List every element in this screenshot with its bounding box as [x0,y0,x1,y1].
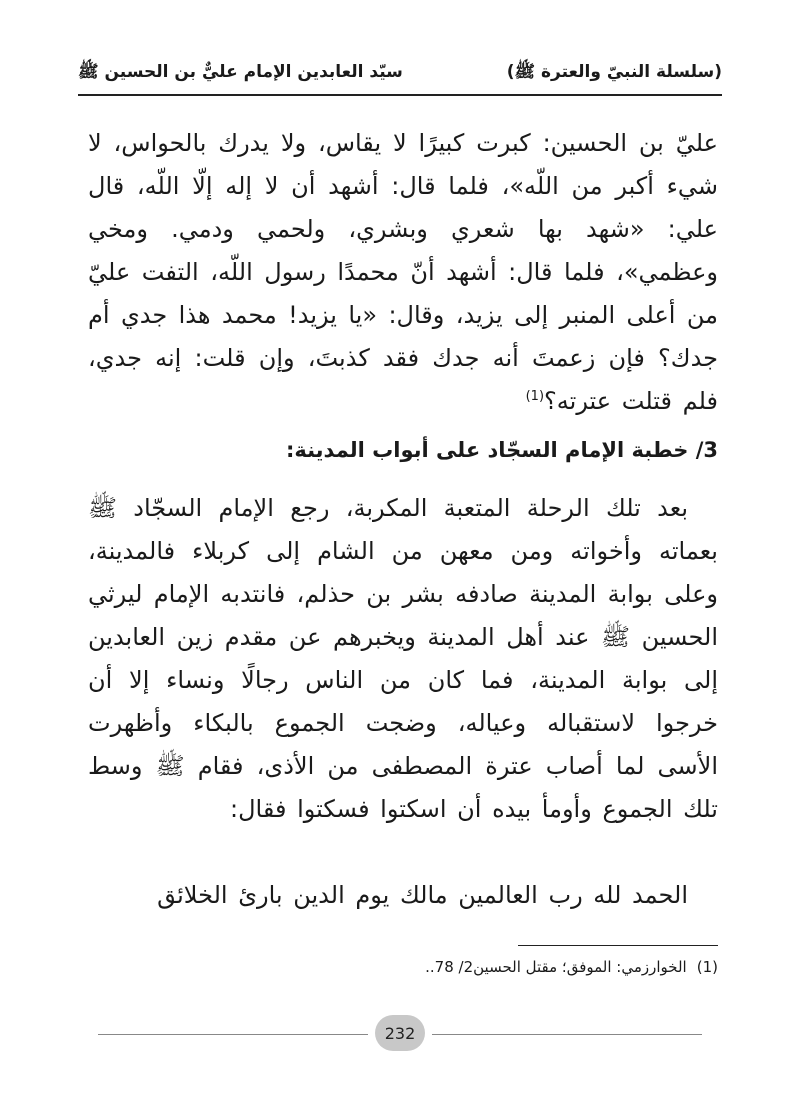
page-number: 232 [375,1015,425,1051]
text-block-sermon-start [88,874,718,917]
paragraph [88,122,718,423]
paragraph: الحمد لله رب العالمين مالك يوم الدين بارئ الخلائق [157,881,688,909]
footnote-reference[interactable]: (1) [525,389,545,404]
paragraph-text: عليّ بن الحسين: كبرت كبيرًا لا يقاس، ولا يدرك بالحواس، لا شيء أكبر من اللّه»، فلما قال: أشهد أن لا إله إلّا اللّه، قال علي: «شهد بها شعري وبشري، ولحمي ودمي. ومخي وعظمي»، فلما قال: أشهد أنّ محمدًا رسول اللّه، التفت عليّ من أعلى المنبر إلى يزيد، وقال: «يا يزيد! محمد هذا جدي أم جدك؟ فإن زعمتَ أنه جدك فقد كذبتَ، وإن قلت: إنه جدي، فلم قتلت عترته؟ [88,129,718,415]
paragraph: بعد تلك الرحلة المتعبة المكربة، رجع الإمام السجّاد ﷺ بعماته وأخواته ومن معهن من الشام إلى كربلاء فالمدينة، وعلى بوابة المدينة صادفه بشر بن حذلم، فانتدبه الإمام ليرثي الحسين ﷺ عند أهل المدينة ويخبرهم عن مقدم زين العابدين إلى بوابة المدينة، فما كان من الناس رجالًا ونساء إلا أن خرجوا لاستقباله وعياله، وضجت الجموع بالبكاء وأظهرت الأسى لما أصاب عترة المصطفى من الأذى، فقام ﷺ وسط تلك الجموع وأومأ بيده أن اسكتوا فسكتوا فقال: [88,494,718,823]
section-heading: 3/ خطبة الإمام السجّاد على أبواب المدينة: [285,438,718,462]
book-title: سيّد العابدين الإمام عليٌّ بن الحسين ﷺ [78,61,403,82]
footnote-rule [518,945,718,946]
series-title: (سلسلة النبيّ والعترة ﷺ) [506,61,722,82]
page-number-area [98,1013,702,1057]
text-block-continuation [88,122,718,423]
running-header [78,58,722,88]
page-number-rule-left [98,1034,368,1035]
text-block-section [88,487,718,831]
footnote-number: (1) [696,958,718,976]
page-number-rule-right [432,1034,702,1035]
footnote [88,955,718,979]
header-rule [78,94,722,96]
footnote-text: الخوارزمي: الموفق؛ مقتل الحسين2/ 78.. [425,958,687,976]
